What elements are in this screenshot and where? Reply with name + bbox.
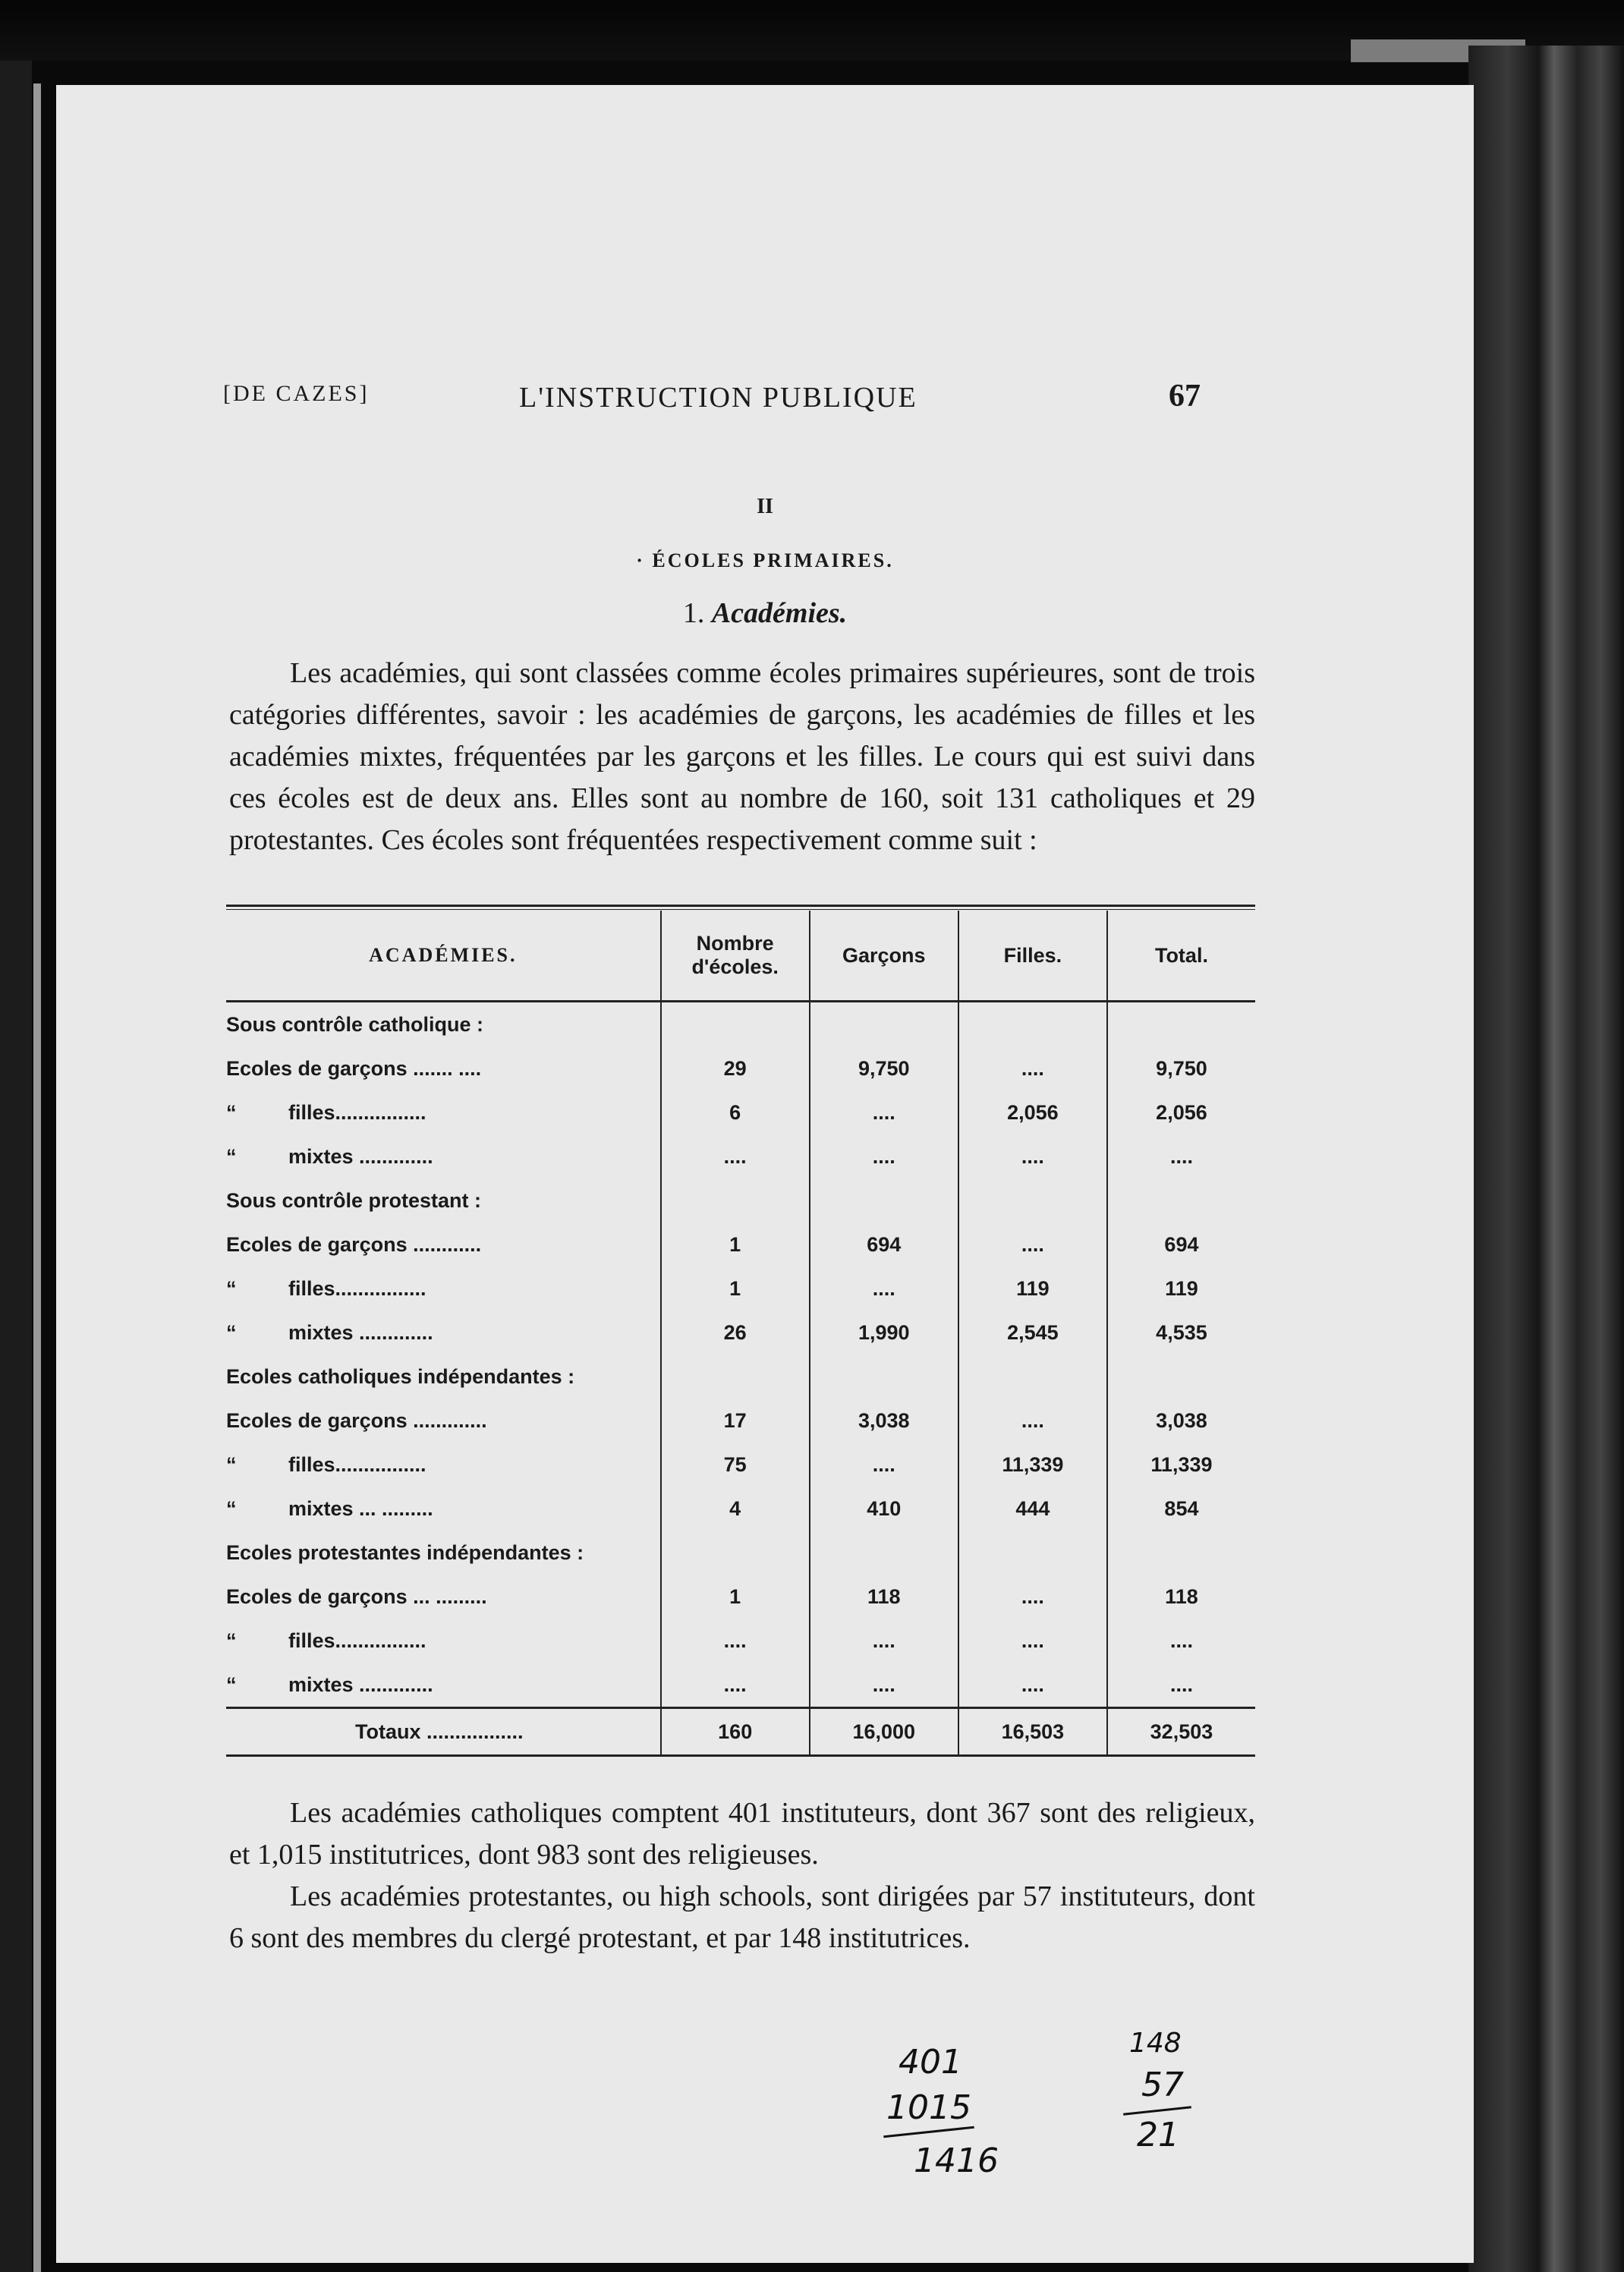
table-row (226, 1223, 1255, 1267)
cell-girls (958, 1178, 1107, 1223)
subsection-title (56, 596, 1474, 630)
row-label: Ecoles de garçons ............ (226, 1232, 482, 1256)
cell-schools (661, 1178, 810, 1223)
book-page (56, 85, 1474, 2263)
row-label-text: mixtes ... ......... (288, 1496, 433, 1520)
row-label: Ecoles catholiques indépendantes : (226, 1364, 575, 1388)
row-label (226, 1487, 661, 1531)
row-label (226, 1134, 661, 1178)
cell-total: 11,339 (1107, 1443, 1255, 1487)
table-group-row (226, 1355, 1255, 1399)
row-label-text: filles................ (288, 1100, 426, 1124)
cell-girls (958, 1355, 1107, 1399)
cell-boys: 9,750 (810, 1046, 958, 1090)
cell-schools (661, 1531, 810, 1575)
cell-girls: .... (958, 1399, 1107, 1443)
row-label (226, 1619, 661, 1663)
cell-girls: 11,339 (958, 1443, 1107, 1487)
cell-total (1107, 1355, 1255, 1399)
table-top-rule-thin (226, 909, 1255, 910)
cell-schools: .... (661, 1663, 810, 1708)
ditto-mark: “ (226, 1276, 237, 1300)
handwritten-diff-line (1123, 2106, 1191, 2115)
cell-boys (810, 1002, 958, 1047)
table-row (226, 1443, 1255, 1487)
cell-boys: .... (810, 1090, 958, 1134)
handwritten-note-148: 148 (1129, 2028, 1182, 2059)
row-label-text: mixtes ............. (288, 1144, 433, 1168)
cell-total (1107, 1531, 1255, 1575)
cell-schools: 1 (661, 1223, 810, 1267)
cell-total: 119 (1107, 1267, 1255, 1311)
row-label (226, 1267, 661, 1311)
table-row (226, 1090, 1255, 1134)
row-label: Ecoles de garçons ............. (226, 1408, 487, 1432)
cell-girls: 2,056 (958, 1090, 1107, 1134)
col-header-schools: Nombre d'écoles. (661, 911, 810, 1002)
row-label: Ecoles protestantes indépendantes : (226, 1540, 584, 1564)
col-header-boys: Garçons (810, 911, 958, 1002)
subsection-number: 1. (682, 597, 705, 629)
cell-boys: 3,038 (810, 1399, 958, 1443)
cell-schools: .... (661, 1134, 810, 1178)
cell-schools: 4 (661, 1487, 810, 1531)
total-label: Totaux ................. (226, 1708, 661, 1756)
cell-schools: 1 (661, 1267, 810, 1311)
row-label-text: mixtes ............. (288, 1320, 433, 1344)
cell-total: .... (1107, 1663, 1255, 1708)
row-label: Ecoles de garçons ... ......... (226, 1584, 487, 1608)
cell-total (1107, 1002, 1255, 1047)
handwritten-note-21: 21 (1137, 2116, 1179, 2154)
cell-girls: 444 (958, 1487, 1107, 1531)
row-label: Ecoles de garçons ....... .... (226, 1056, 482, 1080)
cell-total: 4,535 (1107, 1311, 1255, 1355)
cell-girls: .... (958, 1619, 1107, 1663)
table-row (226, 1267, 1255, 1311)
ditto-mark: “ (226, 1452, 237, 1476)
cell-boys: 118 (810, 1575, 958, 1619)
table-row (226, 1399, 1255, 1443)
cell-total (1107, 1178, 1255, 1223)
cell-girls (958, 1002, 1107, 1047)
cell-girls (958, 1531, 1107, 1575)
ditto-mark: “ (226, 1673, 237, 1696)
cell-girls: .... (958, 1046, 1107, 1090)
cell-girls: 2,545 (958, 1311, 1107, 1355)
section-title: · ÉCOLES PRIMAIRES. (636, 549, 894, 571)
cell-schools (661, 1002, 810, 1047)
scan-left-edge (0, 61, 32, 2272)
cell-total: 854 (1107, 1487, 1255, 1531)
handwritten-sum-line (883, 2126, 974, 2138)
cell-boys: .... (810, 1663, 958, 1708)
handwritten-note-1416: 1416 (914, 2141, 999, 2180)
section-number: II (757, 495, 773, 518)
table-group-row (226, 1002, 1255, 1047)
cell-boys (810, 1178, 958, 1223)
total-cell-boys: 16,000 (810, 1708, 958, 1756)
table-group-row (226, 1178, 1255, 1223)
cell-boys: 410 (810, 1487, 958, 1531)
cell-total: 694 (1107, 1223, 1255, 1267)
total-cell-total: 32,503 (1107, 1708, 1255, 1756)
row-label (226, 1311, 661, 1355)
cell-total: .... (1107, 1619, 1255, 1663)
book-binding (1468, 46, 1624, 2272)
total-cell-schools: 160 (661, 1708, 810, 1756)
cell-girls: .... (958, 1575, 1107, 1619)
running-header (56, 381, 1474, 419)
cell-total: .... (1107, 1134, 1255, 1178)
ditto-mark: “ (226, 1100, 237, 1124)
cell-schools: 29 (661, 1046, 810, 1090)
cell-total: 118 (1107, 1575, 1255, 1619)
row-label-text: filles................ (288, 1628, 426, 1652)
teachers-catholic-paragraph: Les académies catholiques comptent 401 instituteurs, dont 367 sont des religieux, et 1,015 institutrices, dont 983 sont des religieuses. (229, 1797, 1255, 1871)
col-header-total: Total. (1107, 911, 1255, 1002)
cell-schools: 6 (661, 1090, 810, 1134)
teachers-protestant-paragraph: Les académies protestantes, ou high schools, sont dirigées par 57 instituteurs, dont 6 sont des membres du clergé protestant, et par 148 institutrices. (229, 1880, 1255, 1954)
ditto-mark: “ (226, 1320, 237, 1344)
cell-schools: .... (661, 1619, 810, 1663)
cell-boys: .... (810, 1267, 958, 1311)
table-row (226, 1487, 1255, 1531)
handwritten-note-57: 57 (1141, 2066, 1184, 2104)
table-total-row (226, 1708, 1255, 1756)
page-number: 67 (1169, 379, 1201, 414)
row-label (226, 1443, 661, 1487)
total-cell-girls: 16,503 (958, 1708, 1107, 1756)
row-label: Sous contrôle catholique : (226, 1012, 484, 1036)
row-label (226, 1090, 661, 1134)
cell-schools: 17 (661, 1399, 810, 1443)
table-row (226, 1619, 1255, 1663)
cell-total: 3,038 (1107, 1399, 1255, 1443)
header-author: [DE CAZES] (223, 381, 370, 406)
row-label-text: filles................ (288, 1452, 426, 1476)
handwritten-note-401: 401 (899, 2043, 962, 2082)
header-title: L'INSTRUCTION PUBLIQUE (519, 382, 917, 414)
cell-girls: 119 (958, 1267, 1107, 1311)
cell-total: 9,750 (1107, 1046, 1255, 1090)
cell-boys: .... (810, 1134, 958, 1178)
cell-girls: .... (958, 1663, 1107, 1708)
row-label-text: filles................ (288, 1276, 426, 1300)
cell-boys: .... (810, 1443, 958, 1487)
cell-girls: .... (958, 1223, 1107, 1267)
table-row (226, 1311, 1255, 1355)
cell-boys (810, 1531, 958, 1575)
table-top-rule (226, 905, 1255, 907)
row-label-text: mixtes ............. (288, 1673, 433, 1696)
col-header-girls: Filles. (958, 911, 1107, 1002)
row-label (226, 1663, 661, 1708)
book-left-edge (33, 83, 41, 2272)
intro-paragraph: Les académies, qui sont classées comme écoles primaires supérieures, sont de trois catégories différentes, savoir : les académies de garçons, les académies de filles et les académies mixtes, fréquentées par les garçons et les filles. Le cours qui est suivi dans ces écoles est de deux ans. Elles sont au nombre de 160, soit 131 catholiques et 29 protestantes. Ces écoles sont fréquentées respectivement comme suit : (229, 657, 1255, 856)
table-row (226, 1663, 1255, 1708)
cell-schools: 26 (661, 1311, 810, 1355)
ditto-mark: “ (226, 1496, 237, 1520)
cell-boys (810, 1355, 958, 1399)
academies-table (226, 911, 1255, 1757)
col-header-academies: ACADÉMIES. (226, 911, 661, 1002)
ditto-mark: “ (226, 1628, 237, 1652)
table-row (226, 1575, 1255, 1619)
cell-schools (661, 1355, 810, 1399)
row-label: Sous contrôle protestant : (226, 1188, 482, 1212)
subsection-label: Académies. (711, 597, 848, 629)
cell-total: 2,056 (1107, 1090, 1255, 1134)
cell-boys: 694 (810, 1223, 958, 1267)
cell-schools: 1 (661, 1575, 810, 1619)
table-header-row (226, 911, 1255, 1002)
ditto-mark: “ (226, 1144, 237, 1168)
cell-boys: 1,990 (810, 1311, 958, 1355)
cell-schools: 75 (661, 1443, 810, 1487)
table-row (226, 1046, 1255, 1090)
cell-boys: .... (810, 1619, 958, 1663)
table-group-row (226, 1531, 1255, 1575)
cell-girls: .... (958, 1134, 1107, 1178)
handwritten-note-1015: 1015 (886, 2088, 971, 2127)
table-row (226, 1134, 1255, 1178)
